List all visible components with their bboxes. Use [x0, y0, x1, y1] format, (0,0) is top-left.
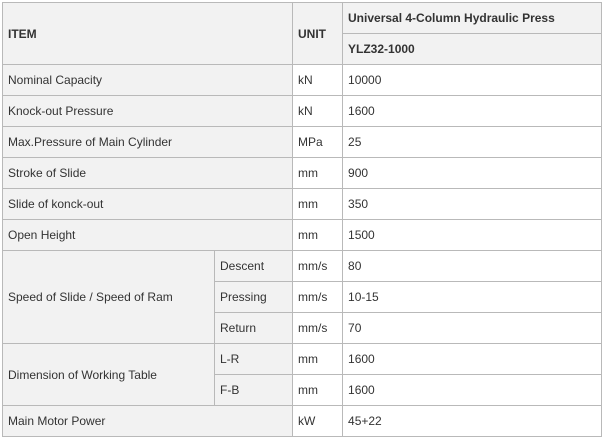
row-value: 1600: [343, 344, 602, 375]
row-value: 350: [343, 189, 602, 220]
row-value: 1600: [343, 96, 602, 127]
row-unit: kW: [293, 406, 343, 437]
row-unit: kN: [293, 65, 343, 96]
sub-label: Descent: [215, 251, 293, 282]
row-value: 10000: [343, 65, 602, 96]
sub-label: L-R: [215, 344, 293, 375]
row-unit: mm/s: [293, 313, 343, 344]
group-label: Dimension of Working Table: [3, 344, 215, 406]
row-unit: mm: [293, 220, 343, 251]
row-unit: mm: [293, 158, 343, 189]
sub-label: F-B: [215, 375, 293, 406]
table-row: [3, 127, 602, 158]
table-row: [3, 96, 602, 127]
row-value: 70: [343, 313, 602, 344]
sub-label: Return: [215, 313, 293, 344]
row-label: Main Motor Power: [3, 406, 293, 437]
row-unit: MPa: [293, 127, 343, 158]
table-row: [3, 220, 602, 251]
row-unit: mm: [293, 189, 343, 220]
unit-header: UNIT: [293, 3, 343, 65]
table-row: [3, 344, 602, 375]
row-unit: kN: [293, 96, 343, 127]
header-row: [3, 3, 602, 34]
item-header: ITEM: [3, 3, 293, 65]
table-row: [3, 251, 602, 282]
row-value: 45+22: [343, 406, 602, 437]
row-value: 1500: [343, 220, 602, 251]
row-value: 900: [343, 158, 602, 189]
row-unit: mm/s: [293, 251, 343, 282]
sub-label: Pressing: [215, 282, 293, 313]
row-label: Slide of konck-out: [3, 189, 293, 220]
table-row: [3, 158, 602, 189]
table-row: [3, 65, 602, 96]
row-value: 10-15: [343, 282, 602, 313]
row-value: 25: [343, 127, 602, 158]
row-label: Max.Pressure of Main Cylinder: [3, 127, 293, 158]
row-unit: mm: [293, 375, 343, 406]
group-label: Speed of Slide / Speed of Ram: [3, 251, 215, 344]
row-unit: mm/s: [293, 282, 343, 313]
row-label: Nominal Capacity: [3, 65, 293, 96]
table-row: [3, 406, 602, 437]
row-unit: mm: [293, 344, 343, 375]
row-value: 80: [343, 251, 602, 282]
row-label: Knock-out Pressure: [3, 96, 293, 127]
row-label: Stroke of Slide: [3, 158, 293, 189]
model-header: YLZ32-1000: [343, 34, 602, 65]
product-name-header: Universal 4-Column Hydraulic Press: [343, 3, 602, 34]
spec-table: [2, 2, 602, 437]
row-label: Open Height: [3, 220, 293, 251]
row-value: 1600: [343, 375, 602, 406]
table-row: [3, 189, 602, 220]
